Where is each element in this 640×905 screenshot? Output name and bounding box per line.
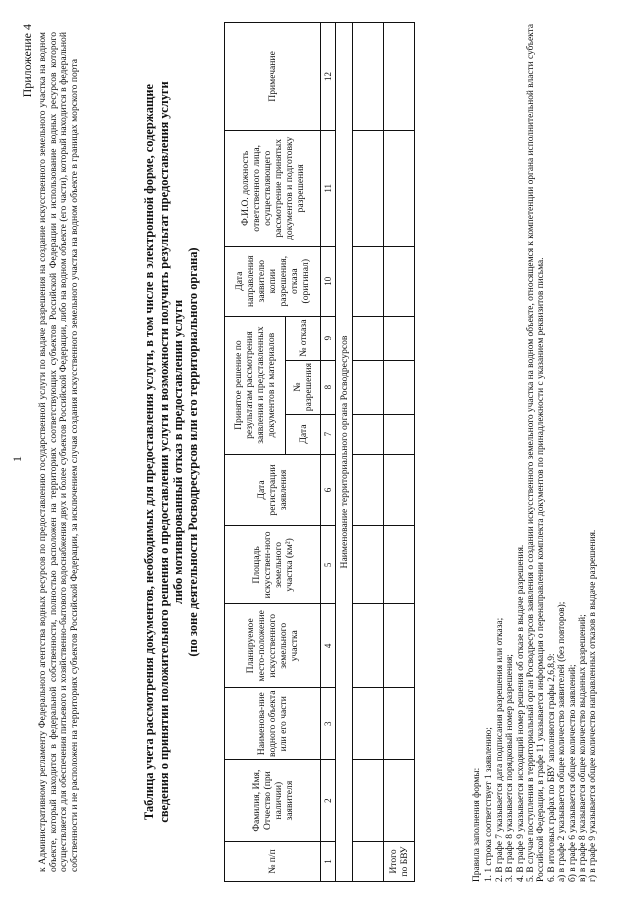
table-cell: [353, 130, 384, 246]
header-decision: Принятое решение по результатам рассмотрения заявления и представленных документов и материалов: [225, 316, 286, 454]
table-cell: [384, 360, 415, 414]
header-object: Наименова-ние водного объекта или его части: [225, 688, 321, 760]
table-cell: [384, 316, 415, 360]
table-cell: [384, 414, 415, 454]
table-cell: [384, 688, 415, 760]
rule-item: в) в графе 8 указывается общее количество выданных разрешений;: [578, 614, 589, 882]
title-line: Таблица учета рассмотрения документов, необходимых для предоставления услуги, в том числе в электронной форме, содержащие: [142, 83, 156, 821]
column-number: 2: [321, 760, 336, 842]
table-title: [142, 42, 200, 862]
header-area: Площадь искусствен-ного земельного участка (км²): [225, 526, 321, 604]
column-number: 12: [321, 23, 336, 131]
rule-item: 6. В итоговых графах по БВУ заполняются графы 2,6,8,9:: [546, 653, 557, 882]
table-cell: [353, 688, 384, 760]
header-applicant: Фамилия, Имя, Отчество (при наличии) заявителя: [225, 760, 321, 842]
header-permit-no: № разрешения: [286, 360, 321, 414]
table-cell: [353, 454, 384, 526]
column-number: 5: [321, 526, 336, 604]
rule-item: 1. 1 строка соответствует 1 заявлению;: [484, 727, 495, 882]
header-decision-date: Дата: [286, 414, 321, 454]
table-cell: [353, 246, 384, 316]
title-line: сведения о принятии положительного решения о предоставлении услуги и возможности получить результат предоставления услуги: [156, 81, 171, 823]
header-reg-date: Дата регистрации заявления: [225, 454, 321, 526]
rule-item: а) в графе 2 указывается общее количество заявителей (без повторов);: [557, 601, 568, 882]
appendix-label: Приложение 4: [20, 24, 34, 98]
table-cell: [384, 454, 415, 526]
rule-item: 4. В графе 9 указывается исходящий номер решения об отказе в выдаче разрешения.: [515, 544, 526, 882]
header-location: Планируемое место-положение искусственного земельного участка: [225, 604, 321, 688]
table-cell: [353, 414, 384, 454]
table-cell: [353, 316, 384, 360]
column-number: 8: [321, 360, 336, 414]
header-no: № п/п: [225, 842, 321, 882]
total-label: Итого по БВУ: [384, 842, 415, 882]
rule-item: 2. В графе 7 указывается дата подписания разрешения или отказа;: [494, 617, 505, 882]
table-cell: [353, 360, 384, 414]
document-page: [2, 2, 638, 902]
table-cell: [353, 526, 384, 604]
title-line: либо мотивированный отказ в предоставлении услуги: [171, 299, 185, 605]
total-row: [384, 23, 415, 882]
filling-rules: [472, 22, 599, 882]
header-send-date: Дата направления заявителю копии разрешения, отказа (оригинал): [225, 246, 321, 316]
column-number: 7: [321, 414, 336, 454]
column-number-row: [321, 23, 336, 882]
table-row: [353, 23, 384, 882]
table-cell: [384, 760, 415, 842]
column-number: 4: [321, 604, 336, 688]
rules-heading: Правила заполнения формы:: [472, 767, 482, 882]
intro-text: к Административному регламенту Федерального агентства водных ресурсов по предоставлению государственной услуги по выдаче разрешения на создание искусственного земельного участка на водном объекте, который находится в федеральной собственности, полностью расположен на территориях соответствующих субъектов Российской Федерации и использование водных ресурсов которого осуществляется для обеспечения питьевого и хозяйственно-бытового водоснабжения двух и более субъектов Российской Федерации, либо на водном объекте (его части), который находится в федеральной собственности и не расположен на территориях субъектов Российской Федерации, за исключением случая создания искусственного земельного участка на водном объекте в границах морского порта: [37, 32, 80, 872]
table-cell: [353, 23, 384, 131]
header-note: Примечание: [225, 23, 321, 131]
rule-item: б) в графе 6 указывается общее количество заявлений;: [567, 664, 578, 882]
table-cell: [384, 526, 415, 604]
column-number: 1: [321, 842, 336, 882]
territorial-row: [336, 23, 353, 882]
header-refusal-no: № отказа: [286, 316, 321, 360]
column-number: 3: [321, 688, 336, 760]
column-number: 10: [321, 246, 336, 316]
rule-item: 3. В графе 8 указывается порядковый номер разрешения;: [505, 654, 516, 882]
table-cell: [384, 130, 415, 246]
column-number: 9: [321, 316, 336, 360]
rule-item: 5. В случае поступления в территориальный орган Росводресурсов заявления о создании искусственного земельного участка на водном объекте, относящемся к компетенции органа исполнительной власти субъекта Российской Федерации, в графе 11 указывается информация о перенаправлении комплекта документов по принадлежности с указанием реквизитов письма.: [526, 24, 547, 882]
table-cell: [353, 760, 384, 842]
table-cell: [353, 842, 384, 882]
header-responsible: Ф.И.О. должность ответственного лица, осуществляющего рассмотрение принятых документов и подготовку разрешения: [225, 130, 321, 246]
registration-table: [224, 22, 415, 882]
table-cell: [353, 604, 384, 688]
territorial-label: Наименование территориального органа Росводресурсов: [336, 23, 353, 882]
column-number: 6: [321, 454, 336, 526]
title-line: (по зоне деятельности Росводресурсов или его территориального органа): [185, 247, 200, 657]
table-cell: [384, 604, 415, 688]
column-number: 11: [321, 130, 336, 246]
rule-item: г) в графе 9 указывается общее количество направленных отказов в выдаче разрешения.: [588, 529, 599, 882]
table-cell: [384, 23, 415, 131]
table-cell: [384, 246, 415, 316]
page-number: 1: [10, 456, 24, 462]
